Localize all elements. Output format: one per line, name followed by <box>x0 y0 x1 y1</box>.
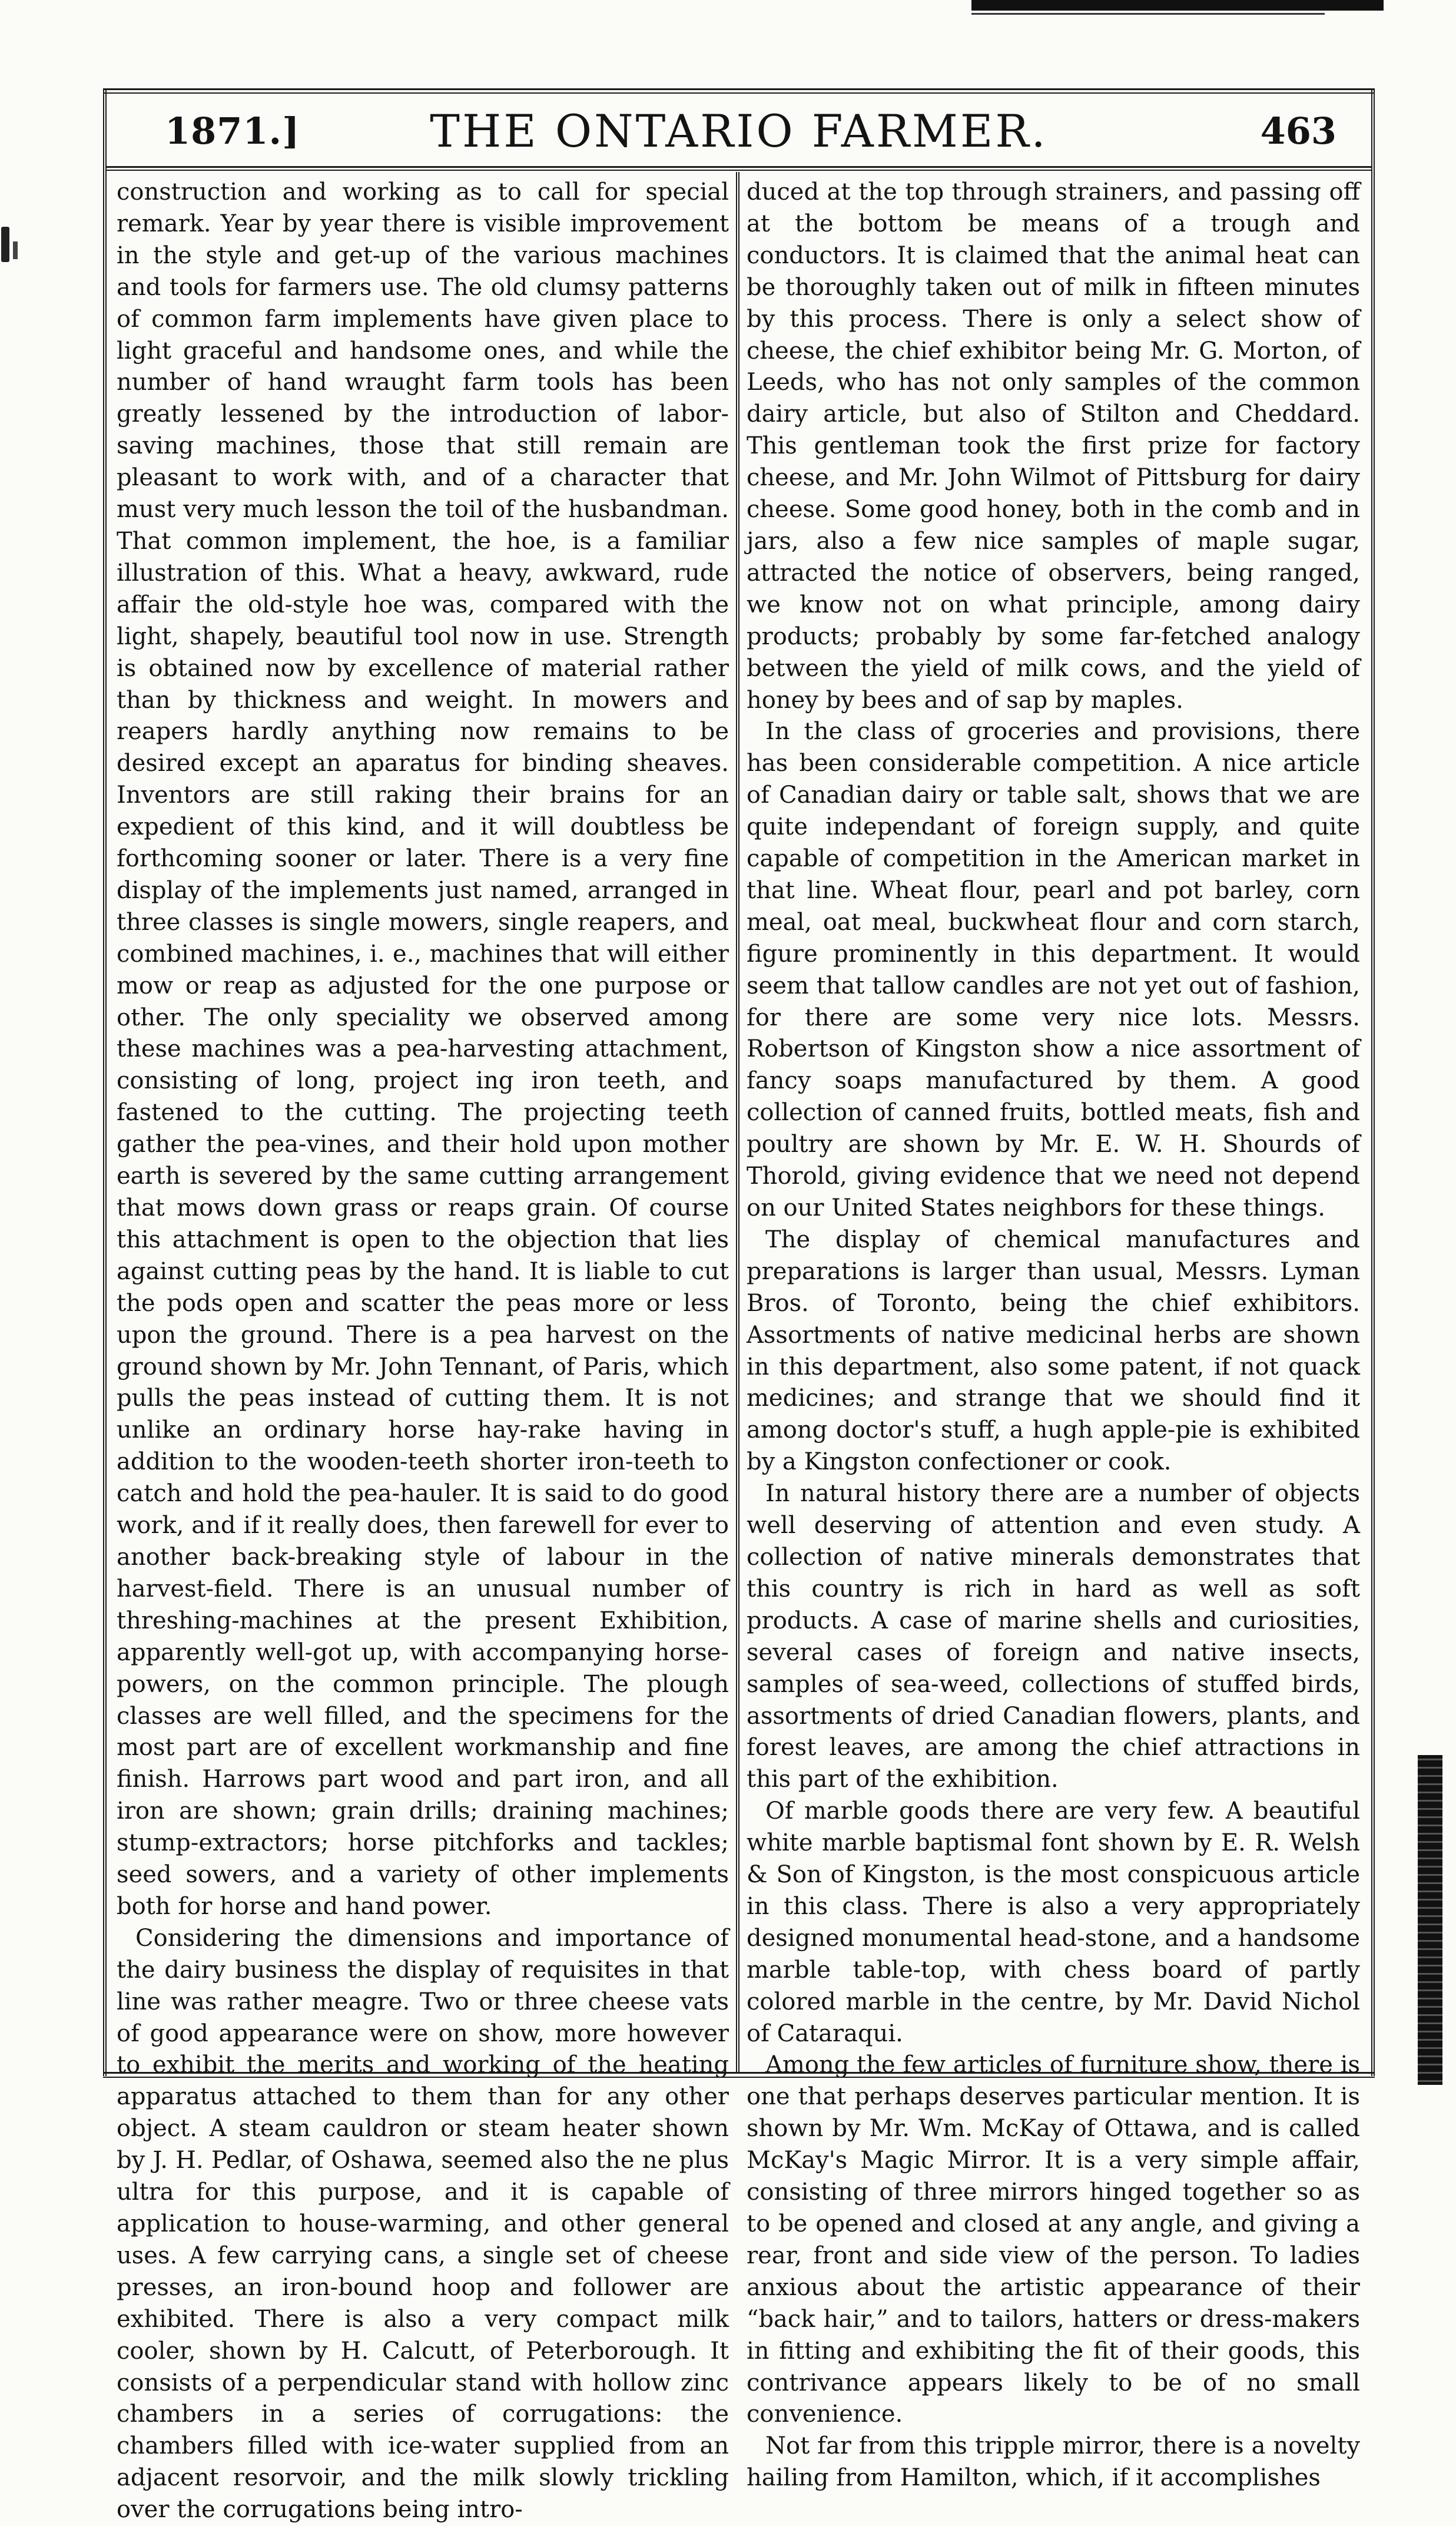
paragraph: duced at the top through strainers, and passing off at the bottom be means of a trough and conductors. It is claimed that the animal heat can be thoroughly taken out of milk in fifteen minutes by this process. There is only a select show of cheese, the chief exhibitor being Mr. G. Morton, of Leeds, who has not only samples of the common dairy article, but also of Stilton and Cheddard. This gentleman took the first prize for factory cheese, and Mr. John Wilmot of Pittsburg for dairy cheese. Some good honey, both in the comb and in jars, also a few nice samples of maple sugar, attracted the notice of observers, being ranged, we know not on what principle, among dairy products; probably by some far-fetched analogy between the yield of milk cows, and the yield of honey by bees and of sap by maples. <box>747 178 1360 714</box>
paragraph: In the class of groceries and provisions, there has been considerable competition. A nice article of Canadian dairy or table salt, shows that we are quite independant of foreign supply, and quite capable of competition in the American market in that line. Wheat flour, pearl and pot barley, corn meal, oat meal, buckwheat flour and corn starch, figure prominently in this department. It would seem that tallow candles are not yet out of fashion, for there are some very nice lots. Messrs. Robertson of Kingston show a nice assortment of fancy soaps manufactured by them. A good collection of canned fruits, bottled meats, fish and poultry are shown by Mr. E. W. H. Shourds of Thorold, giving evidence that we need not depend on our United States neighbors for these things. <box>747 718 1360 1221</box>
paragraph: construction and working as to call for special remark. Year by year there is visible improvement in the style and get-up of the various machines and tools for farmers use. The old clumsy patterns of common farm implements have given place to light graceful and handsome ones, and while the number of hand wraught farm tools has been greatly lessened by the introduction of labor-saving machines, those that still remain are pleasant to work with, and of a character that must very much lesson the toil of the husbandman. That common implement, the hoe, is a familiar illustration of this. What a heavy, awkward, rude affair the old-style hoe was, compared with the light, shapely, beautiful tool now in use. Strength is obtained now by excellence of material rather than by thickness and weight. In mowers and reapers hardly anything now remains to be desired except an aparatus for binding sheaves. Inventors are still raking their brains for an expedient of this kind, and it will doubtless be forthcoming sooner or later. There is a very fine display of the implements just named, arranged in three classes is single mowers, single reapers, and combined machines, i. e., machines that will either mow or reap as adjusted for the one purpose or other. The only speciality we observed among these machines was a pea-harvesting attachment, consisting of long, project ing iron teeth, and fastened to the cutting. The projecting teeth gather the pea-vines, and their hold upon mother earth is severed by the same cutting arrangement that mows down grass or reaps grain. Of course this attachment is open to the objection that lies against cutting peas by the hand. It is liable to cut the pods open and scatter the peas more or less upon the ground. There is a pea harvest on the ground shown by Mr. John Tennant, of Paris, which pulls the peas instead of cutting them. It is not unlike an ordinary horse hay-rake having in addition to the wooden-teeth shorter iron-teeth to catch and hold the pea-hauler. It is said to do good work, and if it really does, then farewell for ever to another back-breaking style of labour in the harvest-field. There is an unusual number of threshing-machines at the present Exhibition, apparently well-got up, with accompanying horse-powers, on the common principle. The plough classes are well filled, and the specimens for the most part are of excellent workmanship and fine finish. Harrows part wood and part iron, and all iron are shown; grain drills; draining machines; stump-extractors; horse pitchforks and tackles; seed sowers, and a variety of other implements both for horse and hand power. <box>117 178 729 1920</box>
column-divider <box>736 172 739 2072</box>
scan-edge-mark <box>13 241 18 259</box>
paragraph: The display of chemical manufactures and preparations is larger than usual, Messrs. Lyman Bros. of Toronto, being the chief exhibitors. Assortments of native medicinal herbs are shown in this department, also some patent, if not quack medicines; and strange that we should find it among doctor's stuff, a hugh apple-pie is exhibited by a Kingston confectioner or cook. <box>747 1226 1360 1476</box>
paragraph: Considering the dimensions and importance of the dairy business the display of requisites in that line was rather meagre. Two or three cheese vats of good appearance were on show, more however to exhibit the merits and working of the heating apparatus attached to them than for any other object. A steam cauldron or steam heater shown by J. H. Pedlar, of Oshawa, seemed also the ne plus ultra for this purpose, and it is capable of application to house-warming, and other general uses. A few carrying cans, a single set of cheese presses, an iron-bound hoop and follower are exhibited. There is also a very compact milk cooler, shown by H. Calcutt, of Peterborough. It consists of a perpendicular stand with hollow zinc chambers in a series of corrugations: the chambers filled with ice-water supplied from an adjacent resorvoir, and the milk slowly trickling over the corrugations being intro- <box>117 1924 729 2524</box>
scan-edge-mark <box>971 13 1325 15</box>
header-year: 1871.] <box>165 110 300 153</box>
header-rule <box>107 166 1371 168</box>
header-rule <box>107 170 1371 171</box>
left-column <box>117 177 729 2524</box>
top-rule <box>103 88 1375 90</box>
page-number: 463 <box>1260 110 1336 153</box>
scan-edge-mark <box>1 227 9 262</box>
paragraph: Among the few articles of furniture show, there is one that perhaps deserves particular mention. It is shown by Mr. Wm. McKay of Ottawa, and is called McKay's Magic Mirror. It is a very simple affair, consisting of three mirrors hinged together so as to be opened and closed at any angle, and giving a rear, front and side view of the person. To ladies anxious about the artistic appearance of their “back hair,” and to tailors, hatters or dress-makers in fitting and exhibiting the fit of their goods, this contrivance appears likely to be of no small convenience. <box>747 2051 1360 2428</box>
paragraph: Of marble goods there are very few. A beautiful white marble baptismal font shown by E. R. Welsh & Son of Kingston, is the most conspicuous article in this class. There is also a very appropriately designed monumental head-stone, and a handsome marble table-top, with chess board of partly colored marble in the centre, by Mr. David Nichol of Cataraqui. <box>747 1797 1360 2047</box>
paragraph: Not far from this tripple mirror, there is a novelty hailing from Hamilton, which, if it accomplishes <box>747 2432 1360 2492</box>
top-rule <box>103 92 1375 94</box>
scan-edge-mark <box>971 0 1384 11</box>
right-column <box>747 177 1360 2492</box>
scan-edge-mark <box>1418 1755 1442 2085</box>
paragraph: In natural history there are a number of objects well deserving of attention and even study. A collection of native minerals demonstrates that this country is rich in hard as well as soft products. A case of marine shells and curiosities, several cases of foreign and native insects, samples of sea-weed, collections of stuffed birds, assortments of dried Canadian flowers, plants, and forest leaves, are among the chief attractions in this part of the exhibition. <box>747 1480 1360 1793</box>
page-title: THE ONTARIO FARMER. <box>430 105 1048 157</box>
running-header <box>118 99 1360 164</box>
